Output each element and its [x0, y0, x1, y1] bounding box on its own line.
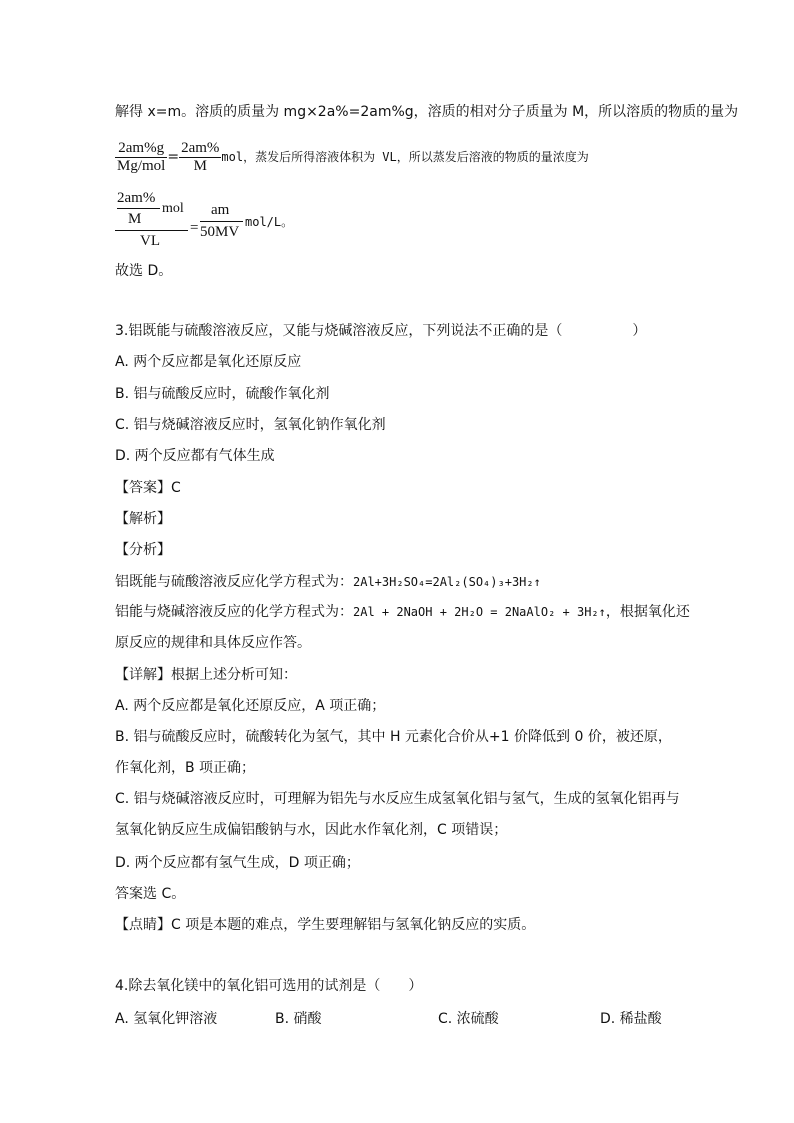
rhs-numerator: am — [211, 202, 230, 218]
detail-b: B. 铝与硫酸反应时，硫酸转化为氢气，其中 H 元素化合价从+1 价降低到 0 价，被还原，作氧化剂，B 项正确； — [115, 729, 672, 776]
solution-line-2-tail: mol，蒸发后所得溶液体积为 VL，所以蒸发后溶液的物质的量浓度为 — [221, 150, 589, 164]
detail-label: 【详解】 — [115, 667, 171, 683]
detail-a: A. 两个反应都是氧化还原反应，A 项正确； — [115, 698, 386, 714]
equals-sign: = — [167, 149, 180, 165]
equation-2-tail: ，根据氧化还 — [605, 604, 690, 620]
detail-c: C. 铝与烧碱溶液反应时，可理解为铝先与水反应生成氢氧化铝与氢气，生成的氢氧化铝再与氢氧化钠反应生成偏铝酸钠与水，因此水作氧化剂，C 项错误； — [115, 791, 680, 838]
solution-line-1: 解得 x=m。溶质的质量为 mg×2a%=2am%g，溶质的相对分子质量为 M，所以溶质的物质的量为 — [115, 104, 739, 120]
equation-2-formula: 2Al + 2NaOH + 2H₂O = 2NaAlO₂ + 3H₂↑ — [353, 605, 606, 619]
fraction-numerator: 2am%g — [115, 140, 167, 158]
key-point-text: C 项是本题的难点，学生要理解铝与氢氧化钠反应的实质。 — [171, 917, 536, 933]
key-point-label: 【点睛】 — [115, 917, 171, 933]
option-a: A. 两个反应都是氧化还原反应 — [115, 354, 302, 370]
key-point-row — [115, 916, 535, 934]
equation-2-text: 铝能与烧碱溶液反应的化学方程式为： — [115, 604, 353, 620]
rhs-denominator: 50MV — [200, 224, 240, 240]
equation-2-continuation: 原反应的规律和具体反应作答。 — [115, 635, 311, 651]
conclusion: 故选 D。 — [115, 263, 173, 279]
answer-label: 【答案】 — [115, 480, 171, 496]
result-unit: mol/L。 — [245, 215, 294, 229]
q4-option-b: B. 硝酸 — [275, 1011, 322, 1027]
detail-row — [115, 666, 297, 684]
detail-d: D. 两个反应都有氢气生成，D 项正确； — [115, 855, 360, 871]
inner-denominator: M — [128, 211, 142, 227]
answer-value: C — [171, 480, 181, 496]
fenxi-label: 【分析】 — [115, 542, 171, 558]
fraction-numerator: 2am% — [181, 139, 220, 156]
q4-option-d: D. 稀盐酸 — [600, 1011, 662, 1027]
option-d: D. 两个反应都有气体生成 — [115, 448, 275, 464]
q4-option-a: A. 氢氧化钾溶液 — [115, 1011, 218, 1027]
rhs-fraction-line — [200, 221, 243, 222]
q4-option-c: C. 浓硫酸 — [438, 1011, 499, 1027]
final-answer: 答案选 C。 — [115, 886, 186, 902]
equals-sign: = — [190, 220, 199, 236]
detail-intro: 根据上述分析可知： — [171, 667, 297, 683]
solution-line-2 — [115, 135, 589, 179]
fraction-denominator: Mg/mol — [117, 157, 166, 174]
option-c: C. 铝与烧碱溶液反应时，氢氧化钠作氧化剂 — [115, 417, 386, 433]
outer-denominator: VL — [140, 233, 160, 249]
fraction-simplified — [179, 140, 221, 175]
question-4-stem: 4.除去氧化镁中的氧化铝可选用的试剂是（ ） — [115, 978, 423, 994]
equation-1-formula: 2Al+3H₂SO₄=2Al₂(SO₄)₃+3H₂↑ — [353, 575, 541, 589]
fraction-mass-over-molar-mass — [115, 140, 167, 175]
fraction-denominator: M — [193, 157, 207, 174]
equation-1-row — [115, 573, 541, 591]
answer-row — [115, 479, 181, 497]
inner-unit: mol — [162, 201, 184, 216]
question-3-stem: 3.铝既能与硫酸溶液反应，又能与烧碱溶液反应，下列说法不正确的是（ ） — [115, 323, 647, 339]
inner-numerator: 2am% — [117, 190, 156, 206]
inner-fraction-line — [117, 208, 160, 209]
analysis-label: 【解析】 — [115, 511, 171, 527]
outer-fraction-line — [115, 230, 188, 231]
equation-2-row — [115, 603, 690, 621]
option-b: B. 铝与硫酸反应时，硫酸作氧化剂 — [115, 386, 330, 402]
equation-1-text: 铝既能与硫酸溶液反应化学方程式为： — [115, 574, 353, 590]
